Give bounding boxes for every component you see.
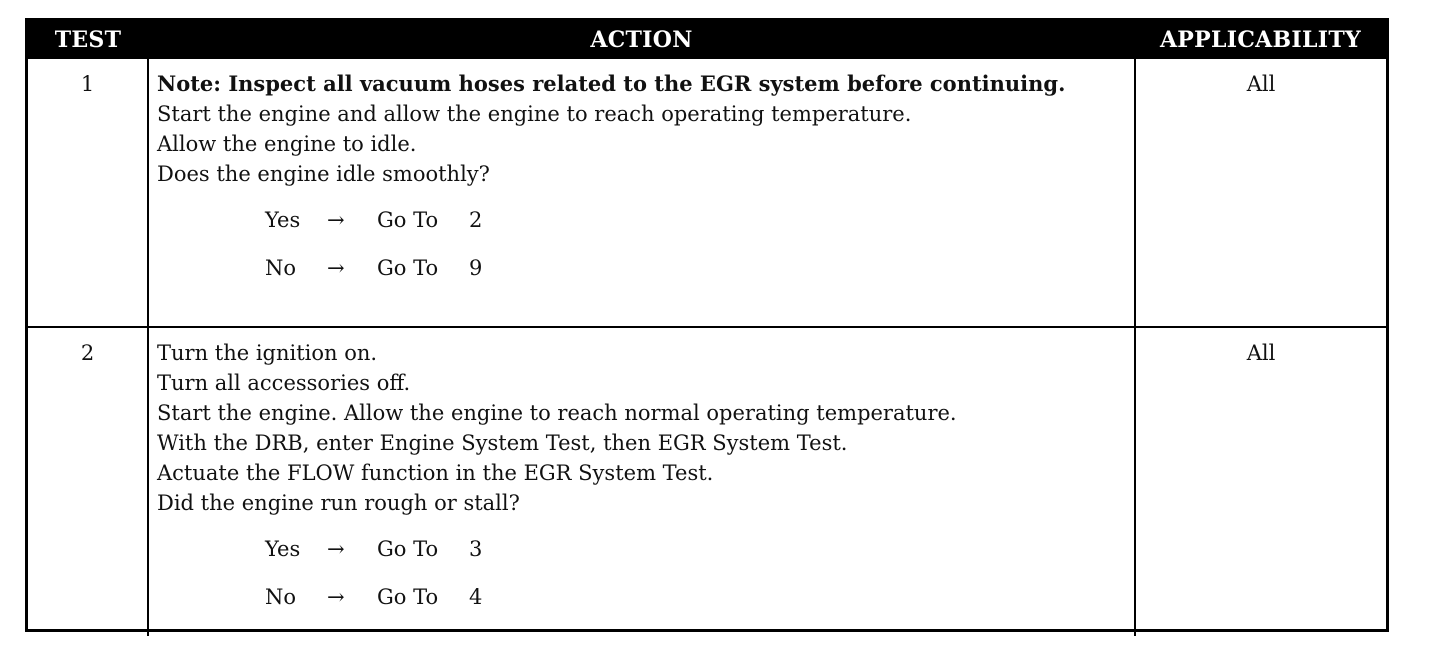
goto-label: Go To bbox=[377, 256, 439, 280]
choice-no bbox=[265, 582, 1126, 630]
choice-yes bbox=[265, 205, 1126, 253]
goto-target: 9 bbox=[469, 256, 483, 280]
test-number: 2 bbox=[28, 327, 148, 636]
action-line: Turn the ignition on. bbox=[157, 341, 378, 365]
goto-target: 3 bbox=[469, 537, 483, 561]
action-line: Allow the engine to idle. bbox=[157, 132, 417, 156]
action-line: Turn all accessories off. bbox=[157, 371, 411, 395]
goto-label: Go To bbox=[377, 537, 439, 561]
choice-answer: No bbox=[265, 256, 297, 280]
header-action: ACTION bbox=[148, 21, 1135, 59]
action-cell bbox=[148, 327, 1135, 636]
choice-answer: Yes bbox=[265, 537, 301, 561]
choice-yes bbox=[265, 534, 1126, 582]
right-arrow-icon: → bbox=[327, 256, 345, 280]
action-line: Did the engine run rough or stall? bbox=[157, 491, 520, 515]
action-line: Does the engine idle smoothly? bbox=[157, 162, 490, 186]
action-line: Start the engine and allow the engine to reach operating temperature. bbox=[157, 102, 912, 126]
header-test: TEST bbox=[28, 21, 148, 59]
right-arrow-icon: → bbox=[327, 537, 345, 561]
test-row-1 bbox=[28, 59, 1386, 327]
right-arrow-icon: → bbox=[327, 585, 345, 609]
header-row bbox=[28, 21, 1386, 59]
action-cell bbox=[148, 59, 1135, 327]
choice-no bbox=[265, 253, 1126, 301]
action-line: Start the engine. Allow the engine to reach normal operating temperature. bbox=[157, 401, 957, 425]
goto-target: 2 bbox=[469, 208, 483, 232]
test-row-2 bbox=[28, 327, 1386, 636]
choice-answer: No bbox=[265, 585, 297, 609]
header-applicability: APPLICABILITY bbox=[1135, 21, 1386, 59]
action-note: Note: Inspect all vacuum hoses related to the EGR system before continuing. bbox=[157, 71, 1066, 96]
goto-target: 4 bbox=[469, 585, 483, 609]
action-line: With the DRB, enter Engine System Test, then EGR System Test. bbox=[157, 431, 848, 455]
test-table bbox=[28, 21, 1386, 636]
choice-list bbox=[265, 534, 1126, 630]
choice-answer: Yes bbox=[265, 208, 301, 232]
action-line: Actuate the FLOW function in the EGR System Test. bbox=[157, 461, 714, 485]
choice-list bbox=[265, 205, 1126, 301]
goto-label: Go To bbox=[377, 585, 439, 609]
goto-label: Go To bbox=[377, 208, 439, 232]
test-number: 1 bbox=[28, 59, 148, 327]
applicability-cell: All bbox=[1135, 327, 1386, 636]
right-arrow-icon: → bbox=[327, 208, 345, 232]
applicability-cell: All bbox=[1135, 59, 1386, 327]
diagnostic-test-table bbox=[25, 18, 1389, 632]
